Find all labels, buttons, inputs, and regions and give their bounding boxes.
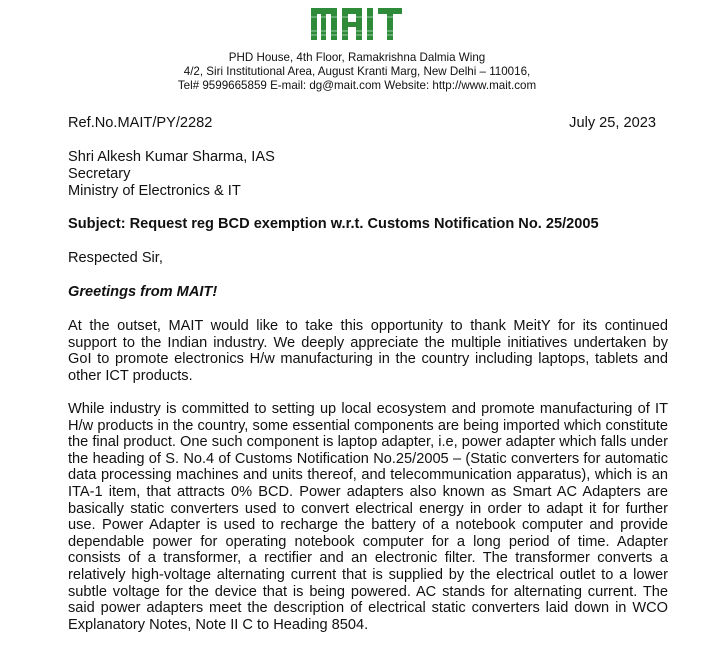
- letterhead-address-line-1: PHD House, 4th Floor, Ramakrishna Dalmia Wing: [228, 51, 486, 64]
- body-paragraph-2: While industry is committed to setting up local ecosystem and promote manufacturing of IT H/w products in the country, some essential components are being imported which constitute the final product. One such component is laptop adapter, i.e, power adapter which falls under the heading of S. No.4 of Customs Notification No.25/2005 – (Static converters for automatic data processing machines and units thereof, and telecommunication apparatus), which is an ITA-1 item, that attracts 0% BCD. Power adapters also known as Smart AC Adapters are basically static converters used to convert electrical energy in order to adapt it for further use. Power Adapter is used to recharge the battery of a notebook computer and provide dependable power for operating notebook computer for a long period of time. Adapter consists of a transformer, a rectifier and an electronic filter. The transformer converts a relatively high-voltage alternating current that is supplied by the electrical outlet to a lower subtle voltage for the device that is being powered. AC stands for alternating current. The said power adapters meet the description of electrical static converters laid down in WCO Explanatory Notes, Note II C to Heading 8504.: [68, 401, 668, 633]
- body-paragraph-1: At the outset, MAIT would like to take this opportunity to thank MeitY for its continued support to the Indian industry. We deeply appreciate the multiple initiatives undertaken by GoI to promote electronics H/w manufacturing in the country including laptops, tablets and other ICT products.: [68, 318, 668, 384]
- mait-logo-icon: [309, 4, 405, 44]
- addressee-block: [68, 149, 275, 200]
- mait-logo: [0, 4, 714, 49]
- letter-date: July 25, 2023: [569, 115, 656, 131]
- greeting: Greetings from MAIT!: [68, 284, 218, 300]
- reference-number: Ref.No.MAIT/PY/2282: [68, 115, 213, 131]
- subject-line: Subject: Request reg BCD exemption w.r.t. Customs Notification No. 25/2005: [68, 216, 599, 232]
- letterhead-contact-line: Tel# 9599665859 E-mail: dg@mait.com Website: http://www.mait.com: [177, 79, 537, 92]
- addressee-name: Shri Alkesh Kumar Sharma, IAS: [68, 149, 275, 165]
- addressee-title: Secretary: [68, 166, 131, 182]
- salutation: Respected Sir,: [68, 250, 163, 266]
- letterhead-address-line-2: 4/2, Siri Institutional Area, August Kranti Marg, New Delhi – 110016,: [183, 65, 531, 78]
- addressee-organization: Ministry of Electronics & IT: [68, 183, 241, 199]
